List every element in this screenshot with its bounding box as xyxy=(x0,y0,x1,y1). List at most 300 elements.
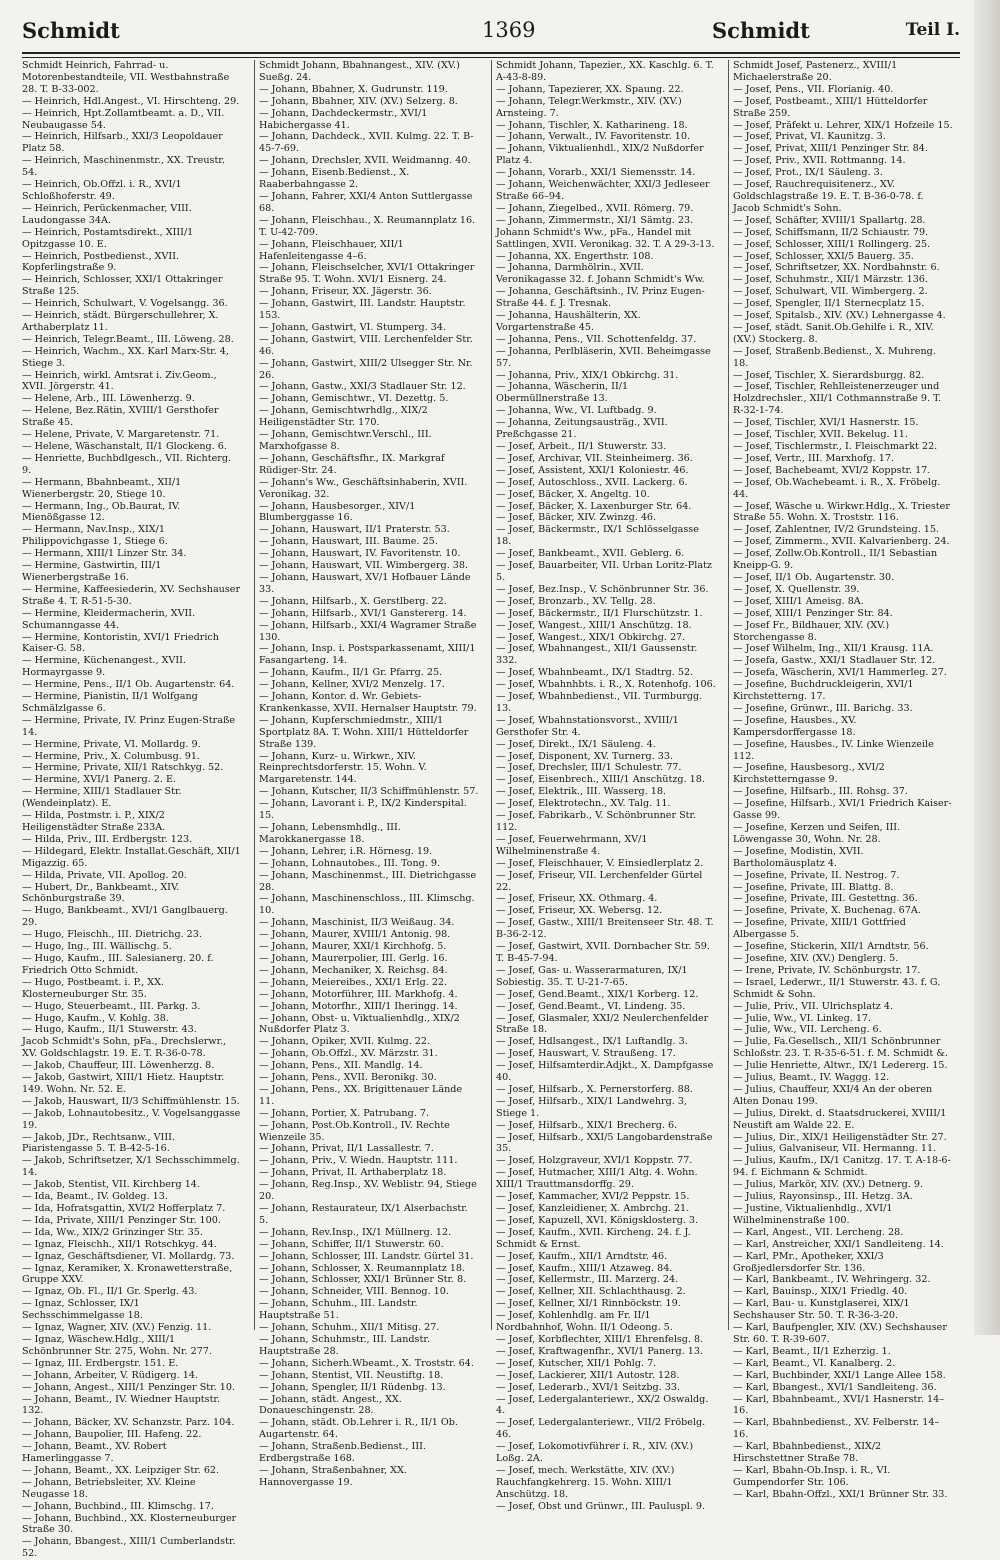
directory-entry: — Josef, II/1 Ob. Augartenstr. 30. xyxy=(733,571,895,583)
directory-entry: — Jakob, Chauffeur, III. Löwenherzg. 8. xyxy=(22,1060,215,1072)
directory-entry: — Josef, Privat, XIII/1 Penzinger Str. 84. xyxy=(733,143,928,155)
directory-entry: — Josef, Bronzarb., XV. Tellg. 28. xyxy=(496,595,656,607)
directory-entry: — Karl, Bankbeamt., IV. Wehringerg. 32. xyxy=(733,1274,931,1286)
directory-entry: — Josef, Obst und Grünwr., III. Pauluspl. 9. xyxy=(496,1500,706,1512)
directory-entry: — Johann, Weichenwächter, XXI/3 Jedleseer Straße 66–94. xyxy=(496,179,710,202)
directory-entry: — Hugo, Steuerbeamt., III. Parkg. 3. xyxy=(22,1000,201,1012)
directory-entry: — Ida, Private, XIII/1 Penzinger Str. 100. xyxy=(22,1214,221,1226)
directory-entry: — Jakob, Gastwirt, XIII/1 Hietz. Hauptstr. 149. Wohn. Nr. 52. E. xyxy=(22,1072,225,1095)
directory-entry: — Johann, Sicherh.Wbeamt., X. Troststr. 64. xyxy=(259,1357,474,1369)
directory-entry: — Josef, Tischler, X. Sierardsburgg. 82. xyxy=(733,369,925,381)
page-header xyxy=(22,12,960,48)
directory-entry: — Ignaz, III. Erdbergstr. 151. E. xyxy=(22,1357,179,1369)
directory-entry: — Johann, Beamt., IV. Wiedner Hauptstr. 132. xyxy=(22,1393,221,1417)
directory-entry: — Johann, Hauswart, IV. Favoritenstr. 10. xyxy=(259,548,461,560)
directory-entry: — Karl, Bbahnbedienst., XIX/2 Hirschstettner Straße 78. xyxy=(733,1441,882,1465)
directory-entry: — Josefine, Modistin, XVII. Bartholomäusplatz 4. xyxy=(733,845,864,869)
directory-entry: — Johann, Kellner, XVI/2 Menzelg. 17. xyxy=(259,679,445,691)
directory-entry: — Josef, Postbeamt., XIII/1 Hütteldorfer Straße 259. xyxy=(733,95,928,119)
directory-entry: — Johanna, Haushälterin, XX. Vorgartenstraße 45. xyxy=(496,310,641,333)
directory-entry: — Josef, Holzgraveur, XVI/1 Koppstr. 77. xyxy=(496,1155,693,1167)
directory-entry: — Hugo, Kaufm., V. Kohlg. 38. xyxy=(22,1012,169,1024)
directory-entry: — Hugo, Fleischh., III. Dietrichg. 23. xyxy=(22,929,202,941)
directory-entry: — Heinrich, Telegr.Beamt., III. Löweng. 28. xyxy=(22,333,234,345)
directory-entry: — Julius, Chauffeur, XXI/4 An der oberen Alten Donau 199. xyxy=(733,1083,933,1107)
directory-entry: — Josefine, Private, III. Gestettng. 36. xyxy=(733,893,918,905)
directory-entry: — Julie, Ww., VII. Lercheng. 6. xyxy=(733,1024,882,1036)
directory-entry: — Johann, Lehrer, i.R. Hörnesg. 19. xyxy=(259,845,433,857)
directory-entry: — Heinrich, städt. Bürgerschullehrer, X. Arthaberplatz 11. xyxy=(22,310,219,333)
directory-entry: — Josef, Schäfter, XVIII/1 Spallartg. 28. xyxy=(733,214,926,226)
directory-entry: — Johanna, Zeitungsausträg., XVII. Preßchgasse 21. xyxy=(496,417,668,441)
directory-entry: — Josef, Eisenbrech., XIII/1 Anschützg. 18. xyxy=(496,774,705,786)
directory-entry: — Johann, Maschinenmst., III. Dietrichgasse 28. xyxy=(259,869,477,893)
directory-entry: — Johann, Schlosser, XXI/1 Brünner Str. 8. xyxy=(259,1274,467,1286)
directory-entry: — Josef, Spitalsb., XIV. (XV.) Lehnergasse 4. xyxy=(733,310,946,322)
directory-entry: — Johann, Gastwirt, III. Landstr. Hauptstr. 153. xyxy=(259,298,466,322)
directory-entry: — Johann, Gemischtwr., VI. Dezettg. 5. xyxy=(259,393,449,405)
directory-entry: — Josef, Pens., VII. Florianig. 40. xyxy=(733,83,894,95)
directory-entry: — Helene, Wäschanstalt, II/1 Glockeng. 6. xyxy=(22,441,227,452)
directory-entry: — Josefine, Kerzen und Seifen, III. Löwengasse 30, Wohn. Nr. 28. xyxy=(733,822,901,845)
directory-entry: — Johann, Gastwirt, VIII. Lerchenfelder Str. 46. xyxy=(259,333,473,357)
header-rule xyxy=(22,52,960,58)
directory-entry: — Ida, Beamt., IV. Goldeg. 13. xyxy=(22,1191,168,1203)
directory-entry: — Heinrich, Postbedienst., XVII. Kopferlingstraße 9. xyxy=(22,250,180,274)
directory-entry: — Josef, Wbahnstationsvorst., XVIII/1 Gersthofer Str. 4. xyxy=(496,714,679,738)
directory-entry: — Josef, Hdlsangest., IX/1 Luftandlg. 3. xyxy=(496,1036,688,1048)
directory-entry: — Josef, Zimmerm., XVII. Kalvarienberg. 24. xyxy=(733,536,950,548)
page-number: 1369 xyxy=(482,18,536,42)
directory-entry: — Josef, Elektrotechn., XV. Talg. 11. xyxy=(496,798,671,810)
directory-entry: — Jakob, Lohnautobesitz., V. Vogelsanggasse 19. xyxy=(22,1107,241,1131)
directory-entry: — Johann, Gastwirt, XIII/2 Ulsegger Str. Nr. 26. xyxy=(259,357,473,381)
directory-entry: — Johanna, Geschäftsinh., IV. Prinz Eugen-Straße 44. f. J. Tresnak. xyxy=(496,286,705,310)
directory-entry: — Hubert, Dr., Bankbeamt., XIV. Schönburgstraße 39. xyxy=(22,881,180,905)
directory-entry: — Josef, Schriftsetzer, XX. Nordbahnstr. 6. xyxy=(733,262,940,274)
directory-entry: — Josef, Fleischhauer, V. Einsiedlerplatz 2. xyxy=(496,857,704,869)
directory-entry: — Josef, Rauchrequisitenerz., XV. Goldschlagstraße 19. E. T. B-36-0-78. f. Jacob Schmidt's Sohn. xyxy=(733,179,924,214)
directory-entry: — Ignaz, Wagner, XIV. (XV.) Fenzig. 11. xyxy=(22,1322,212,1334)
directory-entry: — Heinrich, Perückenmacher, VIII. Laudongasse 34A. xyxy=(22,202,192,226)
directory-entry: — Johann, Verwalt., IV. Favoritenstr. 10. xyxy=(496,131,691,143)
directory-entry: — Karl, Angest., VII. Lercheng. 28. xyxy=(733,1226,904,1238)
directory-entry: — Josef, Wangest., XIII/1 Anschützg. 18. xyxy=(496,619,692,631)
directory-entry: — Hugo, Kaufm., III. Salesianerg. 20. f. Friedrich Otto Schmidt. xyxy=(22,952,214,976)
directory-entry: — Josef, Kohlenhdlg. am Fr. II/1 Nordbahnhof, Wohn. II/1 Odeong. 5. xyxy=(496,1310,673,1334)
directory-entry: — Josefa, Gastw., XXI/1 Stadlauer Str. 12. xyxy=(733,655,936,667)
directory-entry: — Josef, Archivar, VII. Steinheimerg. 36. xyxy=(496,452,693,464)
directory-entry: — Jakob, JDr., Rechtsanw., VIII. Piaristengasse 5. T. B-42-5-16. xyxy=(22,1131,175,1155)
directory-entry: — Julie, Ww., VI. Linkeg. 17. xyxy=(733,1012,872,1024)
directory-entry: — Josef, Kaufm., XVII. Kircheng. 24. f. J. Schmidt & Ernst. xyxy=(496,1226,691,1250)
directory-entry: — Josef, Tischler, XVI/1 Hasnerstr. 15. xyxy=(733,417,919,429)
directory-entry: — Josef, Priv., XVII. Rottmanng. 14. xyxy=(733,155,906,167)
directory-entry: — Johann, Lohnautobes., III. Tong. 9. xyxy=(259,857,441,869)
directory-entry: — Johann, Motorfhr., XIII/1 Iheringg. 14. xyxy=(259,1000,458,1012)
directory-entry: — Josef, Friseur, XX. Othmarg. 4. xyxy=(496,893,658,905)
directory-entry: — Johann, Lavorant i. P., IX/2 Kinderspital. 15. xyxy=(259,798,467,822)
directory-entry: — Josef, Spengler, II/1 Sternecplatz 15. xyxy=(733,298,925,310)
directory-entry: — Josef, Lackierer, XII/1 Autostr. 128. xyxy=(496,1369,680,1381)
directory-entry: — Josef, Feuerwehrmann, XV/1 Wilhelminenstraße 4. xyxy=(496,833,648,857)
directory-entry: — Josef, Kellner, XII. Schlachthausg. 2. xyxy=(496,1286,686,1298)
directory-entry: — Johann, Baupolier, III. Hafeng. 22. xyxy=(22,1429,202,1441)
directory-entry: — Heinrich, Schlosser, XXI/1 Ottakringer Straße 125. xyxy=(22,274,223,298)
directory-entry: — Josefine, Private, X. Buchenag. 67A. xyxy=(733,905,921,917)
directory-entry: — Karl, Baufpengler, XIV. (XV.) Sechshauser Str. 60. T. R-39-607. xyxy=(733,1322,947,1345)
directory-entry: — Josefine, Hilfsarb., XVI/1 Friedrich Kaiser-Gasse 99. xyxy=(733,798,952,822)
directory-entry: — Heinrich, Hdl.Angest., VI. Hirschteng. 29. xyxy=(22,95,240,107)
directory-entry: — Johann, Spengler, II/1 Rüdenbg. 13. xyxy=(259,1381,446,1393)
directory-entry: — Johann, Kurz- u. Wirkwr., XIV. Reinprechtsdorferstr. 15. Wohn. V. Margaretenstr. 144. xyxy=(259,750,427,786)
directory-entry: — Josef, Bankbeamt., XVII. Geblerg. 6. xyxy=(496,548,685,560)
directory-entry: — Josef, Korbflechter, XIII/1 Ehrenfelsg. 8. xyxy=(496,1333,704,1345)
directory-entry: Schmidt Johann, Bbahnangest., XIV. (XV.) Sueßg. 24. xyxy=(259,60,460,83)
directory-entry: — Johann, Betriebsleiter, XV. Kleine Neugasse 18. xyxy=(22,1476,196,1500)
directory-entry: — Julie Henriette, Altwr., IX/1 Ledererg. 15. xyxy=(733,1060,948,1072)
directory-entry: — Johann, Vorarb., XXI/1 Siemensstr. 14. xyxy=(496,167,696,179)
directory-entry: — Hermann, Bbahnbeamt., XII/1 Wienerbergstr. 20, Stiege 10. xyxy=(22,476,182,500)
directory-entry: — Johann's Ww., Geschäftsinhaberin, XVII. Veronikag. 32. xyxy=(259,476,468,500)
directory-entry: — Julius, Dir., XIX/1 Heiligenstädter Str. 27. xyxy=(733,1131,947,1143)
directory-entry: — Johann, Motorführer, III. Markhofg. 4. xyxy=(259,988,458,1000)
directory-entry: — Hermine, Priv., X. Columbusg. 91. xyxy=(22,750,201,762)
directory-entry: — Johann, Kupferschmiedmstr., XIII/1 Sportplatz 8A. T. Wohn. XIII/1 Hütteldorfer Straße 139. xyxy=(259,714,469,750)
directory-entry: — Johann, Drechsler, XVII. Weidmanng. 40. xyxy=(259,155,471,167)
directory-entry: — Johann, Meiereibes., XXI/1 Erlg. 22. xyxy=(259,976,448,988)
directory-entry: — Hermann, Nav.Insp., XIX/1 Philippovichgasse 1, Stiege 6. xyxy=(22,524,168,548)
running-head-left: Schmidt xyxy=(22,18,120,43)
directory-entry: — Johann, Hauswart, XV/1 Hofbauer Lände 33. xyxy=(259,571,471,595)
directory-entry: — Josef, Fabrikarb., V. Schönbrunner Str. 112. xyxy=(496,810,697,833)
directory-entry: — Johann, städt. Ob.Lehrer i. R., II/1 Ob. Augartenstr. 64. xyxy=(259,1417,458,1441)
directory-entry: — Julius, Kaufm., IX/1 Canitzg. 17. T. A-18-6-94. f. Eichmann & Schmidt. xyxy=(733,1155,951,1179)
directory-entry: — Johann, Zimmermstr., XI/1 Sämtg. 23. xyxy=(496,214,694,226)
directory-entry: — Josefine, XIV. (XV.) Denglerg. 5. xyxy=(733,952,899,964)
directory-entry: — Josef, Kaufm., XII/1 Arndtstr. 46. xyxy=(496,1250,668,1262)
directory-entry: — Johann, Geschäftsfhr., IX. Markgraf Rüdiger-Str. 24. xyxy=(259,452,445,476)
directory-entry: — Johann, Schuhm., XII/1 Mitisg. 27. xyxy=(259,1322,440,1334)
directory-entry: — Hermine, Kontoristin, XVI/1 Friedrich Kaiser-G. 58. xyxy=(22,631,219,655)
directory-entry: — Johann, Dachdeckermstr., XVI/1 Habichergasse 41. xyxy=(259,107,428,131)
directory-entry: — Karl, Bbahn-Offzl., XXI/1 Brünner Str. 33. xyxy=(733,1488,948,1500)
directory-entry: — Johann, Kaufm., II/1 Gr. Pfarrg. 25. xyxy=(259,667,443,679)
directory-entry: — Josef, Kellner, XI/1 Rinnböckstr. 19. xyxy=(496,1298,681,1310)
directory-entry: — Julius, Beamt., IV. Waggg. 12. xyxy=(733,1072,890,1084)
directory-entry: — Josef, Lederarb., XVI/1 Seitzbg. 33. xyxy=(496,1381,681,1393)
directory-entry: — Hugo, Bankbeamt., XVI/1 Ganglbauerg. 29. xyxy=(22,905,228,929)
directory-entry: — Johann, städt. Angest., XX. Donaueschingenstr. 28. xyxy=(259,1393,402,1417)
directory-entry: — Johann, Pens., XII. Mandlg. 14. xyxy=(259,1060,423,1072)
directory-entry: — Karl, Anstreicher, XXI/1 Sandleiteng. 14. xyxy=(733,1238,944,1250)
directory-entry: — Johann, Portier, X. Patrubang. 7. xyxy=(259,1107,430,1119)
directory-entry: — Johann, Straßenbahner, XX. Hannovergasse 19. xyxy=(259,1464,407,1488)
directory-entry: — Josef, Schiffsmann, II/2 Schiaustr. 79. xyxy=(733,226,929,238)
directory-entry: — Johann, Arbeiter, V. Rüdigerg. 14. xyxy=(22,1369,199,1381)
directory-entry: — Karl, Bbahn-Ob.Insp. i. R., VI. Gumpendorfer Str. 106. xyxy=(733,1464,891,1488)
directory-entry: Schmidt Heinrich, Fahrrad- u. Motorenbestandteile, VII. Westbahnstraße 28. T. B-33-002. xyxy=(22,60,230,95)
directory-entry: — Josef, Ob.Wachebeamt. i. R., X. Fröbelg. 44. xyxy=(733,476,941,500)
directory-entry: — Josef, Tischlermstr., I. Fleischmarkt 22. xyxy=(733,441,938,452)
directory-entry: — Josef, Präfekt u. Lehrer, XIX/1 Hofzeile 15. xyxy=(733,119,953,131)
directory-entry: — Josefine, Private, II. Nestrog. 7. xyxy=(733,869,900,881)
directory-entry: — Hermine, Private, XII/1 Ratschkyg. 52. xyxy=(22,762,224,774)
directory-entry: — Josef, Gastw., XIII/1 Breitenseer Str. 48. T. B-36-2-12. xyxy=(496,917,714,941)
running-head-right: Schmidt xyxy=(712,18,810,43)
directory-entry: — Heinrich, Maschinenmstr., XX. Treustr. 54. xyxy=(22,155,225,179)
directory-entry: — Johann, Privat, II. Arthaberplatz 18. xyxy=(259,1167,447,1179)
directory-entry: — Josef, Ledergalanteriewr., XX/2 Oswaldg. 4. xyxy=(496,1393,709,1417)
directory-entry: — Johann, Angest., XIII/1 Penzinger Str. 10. xyxy=(22,1381,236,1393)
directory-entry: — Heinrich, wirkl. Amtsrat i. Ziv.Geom., XVII. Jörgerstr. 41. xyxy=(22,369,217,393)
directory-entry: — Johann, Maschinist, II/3 Weißaug. 34. xyxy=(259,917,455,929)
directory-entry: — Johann, Schuhm., III. Landstr. Hauptstraße 51. xyxy=(259,1298,418,1322)
directory-entry: — Johann, Straßenb.Bedienst., III. Erdbergstraße 168. xyxy=(259,1441,426,1465)
directory-entry: — Johann, Viktualienhdl., XIX/2 Nußdorfer Platz 4. xyxy=(496,143,704,167)
directory-entry: — Johann, Hilfsarb., XXI/4 Wagramer Straße 130. xyxy=(259,619,477,643)
directory-entry: — Josef, Bez.Insp., V. Schönbrunner Str. 36. xyxy=(496,583,709,595)
directory-entry: — Helene, Arb., III. Löwenherzg. 9. xyxy=(22,393,195,405)
directory-entry: — Josef, Gastwirt, XVII. Dornbacher Str. 59. T. B-45-7-94. xyxy=(496,941,710,964)
directory-entry: — Johann, Hilfsarb., XVI/1 Ganstererg. 14. xyxy=(259,607,467,619)
directory-entry: — Josef Fr., Bildhauer, XIV. (XV.) Storchengasse 8. xyxy=(733,619,890,643)
directory-entry: — Josef, Friseur, XX. Webersg. 12. xyxy=(496,905,663,917)
directory-entry: — Johann, Gastwirt, VI. Stumperg. 34. xyxy=(259,321,447,333)
directory-entry: — Josef, Lokomotivführer i. R., XIV. (XV.) Loßg. 2A. xyxy=(496,1441,694,1465)
directory-entry: — Johann, Insp. i. Postsparkassenamt, XIII/1 Fasangarteng. 14. xyxy=(259,643,476,667)
directory-entry: — Josef, Kaufm., XIII/1 Atzaweg. 84. xyxy=(496,1262,673,1274)
directory-entry: — Johann, Friseur, XX. Jägerstr. 36. xyxy=(259,286,432,298)
directory-entry: — Johanna, Pens., VII. Schottenfeldg. 37. xyxy=(496,333,697,345)
directory-entry: — Johann, Tischler, X. Katharineng. 18. xyxy=(496,119,688,131)
directory-entry: — Johann, Bäcker, XV. Schanzstr. Parz. 104. xyxy=(22,1417,235,1429)
directory-entry: Schmidt Johann, Tapezier., XX. Kaschlg. 6. T. A-43-8-89. xyxy=(496,60,714,83)
directory-entry: Jacob Schmidt's Sohn, pFa., Drechslerwr., XV. Goldschlagstr. 19. E. T. R-36-0-78. xyxy=(22,1036,227,1060)
directory-entry: — Hermann, Ing., Ob.Baurat, IV. Mienößgasse 12. xyxy=(22,500,181,524)
directory-entry: — Hermine, Kleidermacherin, XVII. Schumanngasse 44. xyxy=(22,607,196,631)
directory-entry: — Johann, Pens., XVII. Beronikg. 30. xyxy=(259,1072,437,1084)
directory-entry: — Karl, Beamt., II/1 Ezherzig. 1. xyxy=(733,1345,891,1357)
directory-entry: — Josefine, Stickerin, XII/1 Arndtstr. 56. xyxy=(733,941,929,953)
directory-entry: — Jakob, Stentist, VII. Kirchberg 14. xyxy=(22,1179,200,1191)
directory-entry: — Johann, Schlosser, X. Reumannplatz 18. xyxy=(259,1262,466,1274)
directory-entry: — Karl, Bauinsp., XIX/1 Friedlg. 40. xyxy=(733,1286,908,1298)
directory-entry: — Johann, Fleischhau., X. Reumannplatz 16. T. U-42-709. xyxy=(259,214,476,238)
directory-entry: — Josef, Bäcker, XIV. Zwinzg. 46. xyxy=(496,512,657,524)
directory-entry: — Johann, Schuhmstr., III. Landstr. Hauptstraße 28. xyxy=(259,1333,430,1357)
directory-entry: — Josef, Privat, VI. Kaunitzg. 3. xyxy=(733,131,886,143)
directory-entry: — Johann, Gemischtwrhdlg., XIX/2 Heiligenstädter Str. 170. xyxy=(259,405,428,429)
directory-entry: — Josef, Hauswart, V. Straußeng. 17. xyxy=(496,1048,676,1060)
directory-entry: — Johann, Maurerpolier, III. Gerlg. 16. xyxy=(259,952,448,964)
directory-entry: — Josefine, Hausbesorg., XVI/2 Kirchstetterngasse 9. xyxy=(733,762,885,786)
directory-entry: — Josefine, Private, XIII/1 Gottfried Albergasse 5. xyxy=(733,917,906,941)
directory-entry: — Johanna, Darmhölrin., XVII. Veronikagasse 32. f. Johann Schmidt's Ww. xyxy=(496,262,705,286)
directory-entry: — Hilda, Priv., III. Erdbergstr. 123. xyxy=(22,833,193,845)
directory-entry: — Josef, X. Quellenstr. 39. xyxy=(733,583,860,595)
directory-entry: — Josef, XIII/1 Penzinger Str. 84. xyxy=(733,607,893,619)
directory-entry: — Johann, Fleischhauer, XII/1 Hafenleitengasse 4–6. xyxy=(259,238,404,262)
directory-entry: — Josef, Straßenb.Bedienst., X. Muhreng. 18. xyxy=(733,345,936,369)
directory-entry: — Johann, Maschinenschloss., III. Klimschg. 10. xyxy=(259,893,475,917)
directory-entry: — Josef, Hilfsamterdir.Adjkt., X. Dampfgasse 40. xyxy=(496,1060,714,1084)
directory-entry: — Johann, Hauswart, VII. Wimbergerg. 38. xyxy=(259,560,469,572)
directory-entry: — Josef, Kutscher, XII/1 Pohlg. 7. xyxy=(496,1357,657,1369)
directory-entry: — Hermann, XIII/1 Linzer Str. 34. xyxy=(22,548,187,560)
directory-entry: — Josef, XIII/1 Ameisg. 8A. xyxy=(733,595,864,607)
directory-entry: — Josef, Kammacher, XVI/2 Peppstr. 15. xyxy=(496,1191,690,1203)
directory-entry: — Heinrich, Schulwart, V. Vogelsangg. 36. xyxy=(22,298,228,310)
directory-entry: Schmidt Josef, Pastenerz., XVIII/1 Michaelerstraße 20. xyxy=(733,60,898,83)
directory-entry: — Karl, Bbahnbeamt., XVI/1 Hasnerstr. 14–16. xyxy=(733,1393,944,1417)
directory-entry: — Heinrich, Postamtsdirekt., XIII/1 Opitzgasse 10. E. xyxy=(22,226,194,250)
directory-entry: — Helene, Private, V. Margaretenstr. 71. xyxy=(22,429,220,441)
directory-entry: — Josef, Bäcker, X. Laxenburger Str. 64. xyxy=(496,500,692,512)
directory-entry: — Helene, Bez.Rätin, XVIII/1 Gersthofer Straße 45. xyxy=(22,405,219,429)
directory-entry: — Josef, Wbahnangest., XII/1 Gaussenstr. 332. xyxy=(496,643,698,667)
directory-entry: — Josef, Prot., IX/1 Säuleng. 3. xyxy=(733,167,883,179)
directory-column-2 xyxy=(254,60,483,1488)
directory-entry: — Johann, Mechaniker, X. Reichsg. 84. xyxy=(259,964,448,976)
directory-entry: — Josef, Hilfsarb., X. Pernerstorferg. 88. xyxy=(496,1083,693,1095)
directory-entry: — Josef, Wbahnhbts. i. R., X. Rotenhofg. 106. xyxy=(496,679,716,691)
directory-entry: — Johann, Tapezierer, XX. Spaung. 22. xyxy=(496,83,684,95)
directory-entry: — Josef, Schuhmstr., XII/1 Märzstr. 136. xyxy=(733,274,928,286)
directory-entry: — Hilda, Postmstr. i. P., XIX/2 Heiligenstädter Straße 233A. xyxy=(22,810,166,833)
directory-column-3 xyxy=(491,60,720,1512)
directory-entry: — Johann, Eisenb.Bedienst., X. Raaberbahngasse 2. xyxy=(259,167,410,191)
directory-entry: — Josef, Kanzleidiener, X. Ambrchg. 21. xyxy=(496,1203,690,1214)
directory-entry: — Hermine, Pens., II/1 Ob. Augartenstr. 64. xyxy=(22,679,235,691)
directory-entry: — Josef, Schulwart, VII. Wimbergerg. 2. xyxy=(733,286,928,298)
directory-column-1 xyxy=(22,60,246,1560)
directory-entry: — Josef, Wangest., XIX/1 Obkirchg. 27. xyxy=(496,631,686,643)
directory-entry: — Heinrich, Ob.Offzl. i. R., XVI/1 Schloßhoferstr. 49. xyxy=(22,179,182,202)
directory-entry: — Ignaz, Wäschew.Hdlg., XIII/1 Schönbrunner Str. 275, Wohn. Nr. 277. xyxy=(22,1333,212,1357)
directory-entry: — Josef, Hilfsarb., XIX/1 Brecherg. 6. xyxy=(496,1119,678,1131)
directory-entry: — Hilda, Private, VII. Apollog. 20. xyxy=(22,869,187,881)
directory-entry: — Johann, Bbahner, X. Gudrunstr. 119. xyxy=(259,83,448,95)
directory-entry: — Karl, PMr., Apotheker, XXI/3 Großjedlersdorfer Str. 136. xyxy=(733,1250,884,1274)
directory-entry: — Johann, Fleischselcher, XVI/1 Ottakringer Straße 95. T. Wohn. XVI/1 Eisnerg. 24. xyxy=(259,262,475,286)
directory-entry: — Johann, Buchbind., XX. Klosterneuburger Straße 30. xyxy=(22,1512,237,1536)
directory-entry: — Julius, Rayonsinsp., III. Hetzg. 3A. xyxy=(733,1191,913,1203)
directory-entry: — Josef, Ledergalanteriewr., VII/2 Fröbelg. 46. xyxy=(496,1417,706,1441)
directory-entry: — Hildegard, Elektr. Installat.Geschäft, XII/1 Migazzig. 65. xyxy=(22,845,241,869)
directory-entry: — Johann, Reg.Insp., XV. Weblistr. 94, Stiege 20. xyxy=(259,1179,477,1203)
directory-entry: — Josef, Bäcker, X. Angeltg. 10. xyxy=(496,488,650,500)
directory-entry: — Josef, Elektrik., III. Wasserg. 18. xyxy=(496,786,667,798)
directory-entry: — Johann, Dachdeck., XVII. Kulmg. 22. T. B-45-7-69. xyxy=(259,131,474,155)
directory-entry: — Josef, Arbeit., II/1 Stuwerstr. 33. xyxy=(496,441,667,452)
directory-entry: — Hugo, Postbeamt. i. P., XX. Klosterneuburger Str. 35. xyxy=(22,976,164,1000)
directory-entry: — Ida, Hofratsgattin, XVI/2 Hofferplatz 7. xyxy=(22,1203,226,1214)
directory-entry: — Josef, Vertr., III. Marxhofg. 17. xyxy=(733,452,895,464)
directory-entry: — Johann, Kontor. d. Wr. Gebiets-Krankenkasse, XVII. Hernalser Hauptstr. 79. xyxy=(259,691,477,714)
directory-entry: — Josef, Kraftwagenfhr., XVI/1 Panerg. 13. xyxy=(496,1345,704,1357)
directory-entry: — Josefa, Wäscherin, XVI/1 Hammerleg. 27. xyxy=(733,667,947,679)
directory-entry: — Johann, Fahrer, XXI/4 Anton Suttlergasse 68. xyxy=(259,190,473,214)
directory-entry: — Ignaz, Schlosser, IX/1 Sechsschimmelgasse 18. xyxy=(22,1298,143,1322)
directory-entry: — Johann, Beamt., XX. Leipziger Str. 62. xyxy=(22,1464,220,1476)
directory-entry: — Johann, Privat, II/1 Lassallestr. 7. xyxy=(259,1143,434,1155)
directory-entry: — Julius, Galvaniseur, VII. Hermanng. 11. xyxy=(733,1143,937,1155)
directory-entry: — Josef, städt. Sanit.Ob.Gehilfe i. R., XIV. (XV.) Stockerg. 8. xyxy=(733,321,934,345)
directory-entry: — Ida, Ww., XIX/2 Grinzinger Str. 35. xyxy=(22,1226,203,1238)
directory-entry: — Johann, Hauswart, II/1 Praterstr. 53. xyxy=(259,524,450,536)
directory-entry: — Johann, Schneider, VIII. Bennog. 10. xyxy=(259,1286,449,1298)
directory-entry: — Julius, Direkt. d. Staatsdruckerei, XVIII/1 Neustift am Walde 22. E. xyxy=(733,1107,947,1131)
directory-entry: — Johann, Bbangest., XIII/1 Cumberlandstr. 52. xyxy=(22,1536,236,1560)
directory-entry: — Johann, Rev.Insp., IX/1 Müllnerg. 12. xyxy=(259,1226,452,1238)
directory-entry: — Johanna, Wäscherin, II/1 Obermüllnerstraße 13. xyxy=(496,381,629,405)
directory-entry: — Josef, Gend.Beamt., VI. Lindeng. 35. xyxy=(496,1000,686,1012)
directory-entry: — Josef, Gas- u. Wasserarmaturen, IX/1 Sobiestig. 35. T. U-21-7-65. xyxy=(496,964,688,988)
directory-entry: — Josef, Hutmacher, XIII/1 Altg. 4. Wohn. XIII/1 Trauttmansdorffg. 29. xyxy=(496,1167,698,1191)
directory-entry: — Josef, Bäckermstr., IX/1 Schlösselgasse 18. xyxy=(496,524,699,548)
directory-entry: — Josefine, Hausbes., IV. Linke Wienzeile 112. xyxy=(733,738,934,762)
directory-entry: — Ignaz, Ob. Fl., II/1 Gr. Sperlg. 43. xyxy=(22,1286,198,1298)
directory-entry: — Josefine, Private, III. Blattg. 8. xyxy=(733,881,894,893)
directory-entry: — Josefine, Grünwr., III. Barichg. 33. xyxy=(733,702,913,714)
directory-entry: — Irene, Private, IV. Schönburgstr. 17. xyxy=(733,964,921,976)
directory-entry: — Josef, Disponent, XV. Turnerg. 33. xyxy=(496,750,674,762)
directory-entry: — Josef, Hilfsarb., XXI/5 Langobardenstraße 35. xyxy=(496,1131,713,1155)
directory-entry: — Johann, Maurer, XXI/1 Kirchhofg. 5. xyxy=(259,941,447,953)
directory-entry: — Johann, Hausbesorger., XIV/1 Blumberggasse 16. xyxy=(259,500,416,524)
directory-entry: — Johann, Schiffer, II/1 Stuwerstr. 60. xyxy=(259,1238,444,1250)
directory-entry: — Hermine, XIII/1 Stadlauer Str. (Wendeinplatz). E. xyxy=(22,786,182,810)
directory-entry: — Johanna, Priv., XIX/1 Obkirchg. 31. xyxy=(496,369,679,381)
directory-entry: — Hermine, Private, IV. Prinz Eugen-Straße 14. xyxy=(22,714,236,738)
directory-entry: — Henriette, Buchbdlgesch., VII. Richterg. 9. xyxy=(22,452,232,476)
directory-entry: — Ignaz, Geschäftsdiener, VI. Mollardg. 73. xyxy=(22,1250,235,1262)
directory-entry: — Hermine, XVI/1 Panerg. 2. E. xyxy=(22,774,177,786)
directory-entry: — Hermine, Küchenangest., XVII. Hormayrgasse 9. xyxy=(22,655,186,679)
directory-entry: — Israel, Lederwr., II/1 Stuwerstr. 43. f. G. Schmidt & Sohn. xyxy=(733,976,941,1000)
directory-entry: — Karl, Bbangest., XVI/1 Sandleiteng. 36. xyxy=(733,1381,937,1393)
directory-entry: — Josef, Bäckermstr., II/1 Flurschützstr. 1. xyxy=(496,607,703,619)
directory-entry: — Johann, Beamt., XV. Robert Hamerlinggasse 7. xyxy=(22,1441,167,1465)
directory-entry: — Johann, Buchbind., III. Klimschg. 17. xyxy=(22,1500,214,1512)
directory-entry: — Hermine, Private, VI. Mollardg. 9. xyxy=(22,738,201,750)
directory-entry: — Jakob, Schriftsetzer, X/1 Sechsschimmelg. 14. xyxy=(22,1155,240,1179)
directory-entry: — Karl, Bau- u. Kunstglaserei, XIX/1 Sechshauser Str. 50. T. R-36-3-20. xyxy=(733,1298,910,1322)
directory-entry: — Jakob, Hauswart, II/3 Schiffmühlenstr. 15. xyxy=(22,1095,240,1107)
directory-entry: — Johann, Obst- u. Viktualienhdlg., XIX/2 Nußdorfer Platz 3. xyxy=(259,1012,460,1036)
directory-entry: — Josef, Tischler, Rehlleistenerzeuger und Holzdrechsler., XII/1 Cothmannstraße 9. T. R-32-1-74. xyxy=(733,381,942,417)
directory-entry: — Ignaz, Keramiker, X. Kronawetterstraße, Gruppe XXV. xyxy=(22,1262,233,1286)
directory-entry: — Johann, Bbahner, XIV. (XV.) Selzerg. 8. xyxy=(259,95,458,107)
directory-entry: — Karl, Beamt., VI. Kanalberg. 2. xyxy=(733,1357,896,1369)
directory-entry: — Josef, Wbahnbeamt., IX/1 Stadtrg. 52. xyxy=(496,667,694,679)
directory-entry: — Johann, Pens., XX. Brigittenauer Lände 11. xyxy=(259,1083,463,1107)
directory-entry: — Josef, Assistent, XXI/1 Koloniestr. 46. xyxy=(496,464,689,476)
directory-entry: — Johann, Post.Ob.Kontroll., IV. Rechte Wienzeile 35. xyxy=(259,1119,450,1143)
directory-entry: — Johann, Hauswart, III. Baume. 25. xyxy=(259,536,438,548)
directory-entry: — Josef, Zollw.Ob.Kontroll., II/1 Sebastian Kneipp-G. 9. xyxy=(733,548,938,572)
directory-entry: — Josef, Bauarbeiter, VII. Urban Loritz-Platz 5. xyxy=(496,560,712,583)
directory-entry: — Justine, Viktualienhdlg., XVI/1 Wilhelminenstraße 100. xyxy=(733,1203,893,1226)
directory-entry: — Hugo, Kaufm., II/1 Stuwerstr. 43. xyxy=(22,1024,197,1036)
directory-entry: — Josef, Zahlentner, IV/2 Grundsteing. 15. xyxy=(733,524,940,536)
directory-entry: — Heinrich, Hilfsarb., XXI/3 Leopoldauer Platz 58. xyxy=(22,131,223,155)
directory-entry: — Hermine, Gastwirtin, III/1 Wienerbergstraße 16. xyxy=(22,560,162,583)
directory-entry: — Johann, Stentist, VII. Neustiftg. 18. xyxy=(259,1369,444,1381)
directory-entry: — Johanna, Perlbläserin, XVII. Beheimgasse 57. xyxy=(496,345,711,369)
directory-entry: — Josef, Friseur, VII. Lerchenfelder Gürtel 22. xyxy=(496,869,703,893)
